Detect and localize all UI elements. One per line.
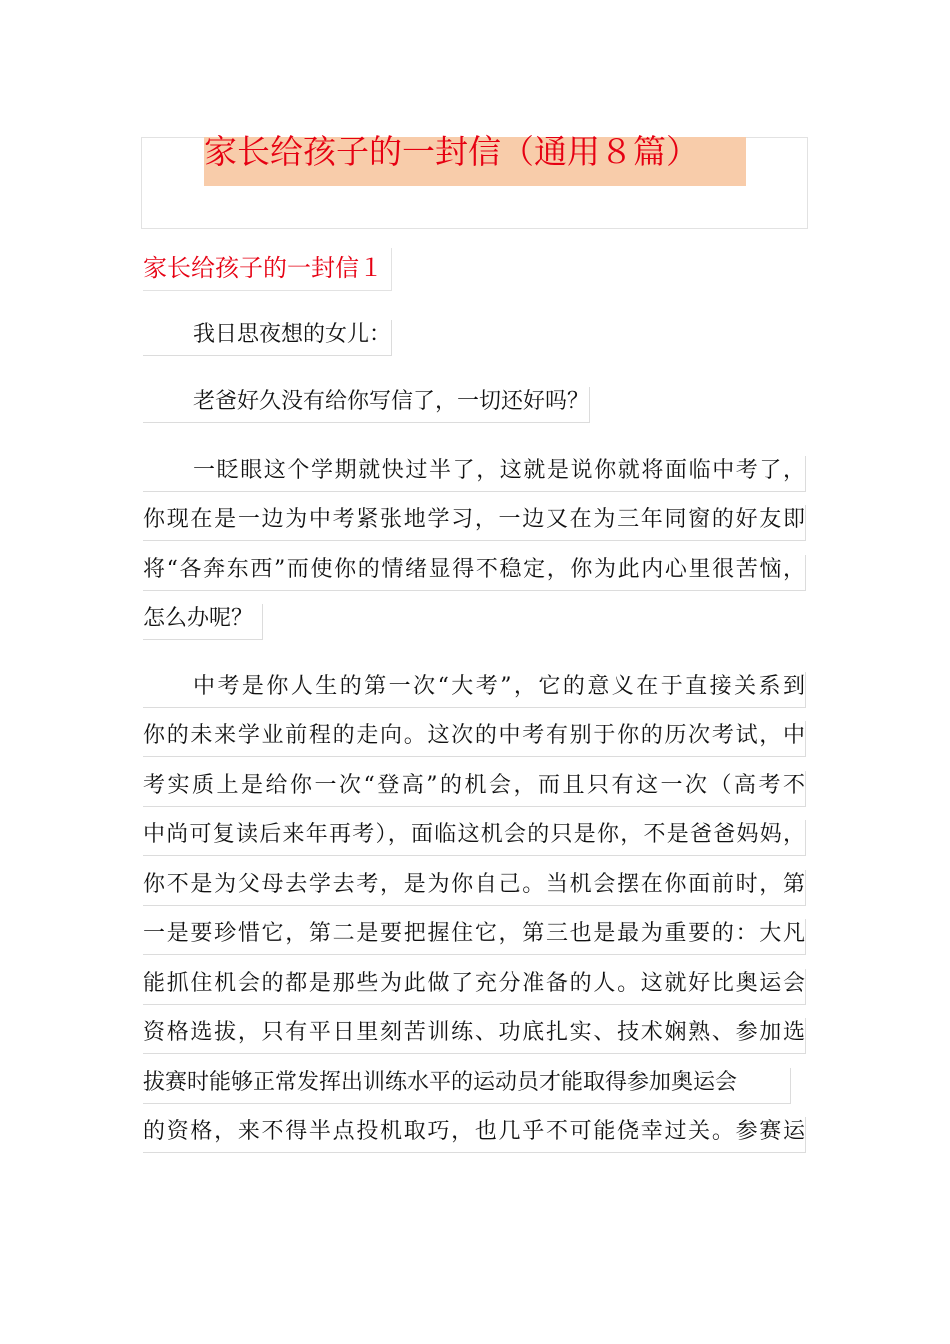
paragraph-line: 拔赛时能够正常发挥出训练水平的运动员才能取得参加奥运会 [143,1068,791,1104]
paragraph-line: 将“各奔东西”而使你的情绪显得不稳定，你为此内心里很苦恼， [143,555,806,591]
paragraph-line: 你的未来学业前程的走向。这次的中考有别于你的历次考试，中 [143,721,806,757]
paragraph-line: 怎么办呢？ [143,604,263,640]
document-title: 家长给孩子的一封信（通用８篇） [204,132,699,171]
salutation-line: 我日思夜想的女儿： [143,320,392,356]
paragraph-line: 的资格，来不得半点投机取巧，也几乎不可能侥幸过关。参赛运 [143,1117,806,1153]
paragraph-line: 中考是你人生的第一次“大考”，它的意义在于直接关系到 [143,672,806,708]
section-heading: 家长给孩子的一封信１ [143,248,392,291]
paragraph-line: 资格选拔，只有平日里刻苦训练、功底扎实、技术娴熟、参加选 [143,1018,806,1054]
paragraph-line: 考实质上是给你一次“登高”的机会，而且只有这一次（高考不 [143,771,806,807]
paragraph-line: 能抓住机会的都是那些为此做了充分准备的人。这就好比奥运会 [143,969,806,1005]
paragraph-line: 你不是为父母去学去考，是为你自己。当机会摆在你面前时，第 [143,870,806,906]
paragraph-line: 你现在是一边为中考紧张地学习，一边又在为三年同窗的好友即 [143,505,806,541]
paragraph-line: 一是要珍惜它，第二是要把握住它，第三也是最为重要的：大凡 [143,919,806,955]
paragraph-line: 中尚可复读后来年再考），面临这机会的只是你，不是爸爸妈妈， [143,820,806,856]
paragraph-line: 一眨眼这个学期就快过半了，这就是说你就将面临中考了， [143,456,806,492]
paragraph-line: 老爸好久没有给你写信了，一切还好吗？ [143,387,590,423]
